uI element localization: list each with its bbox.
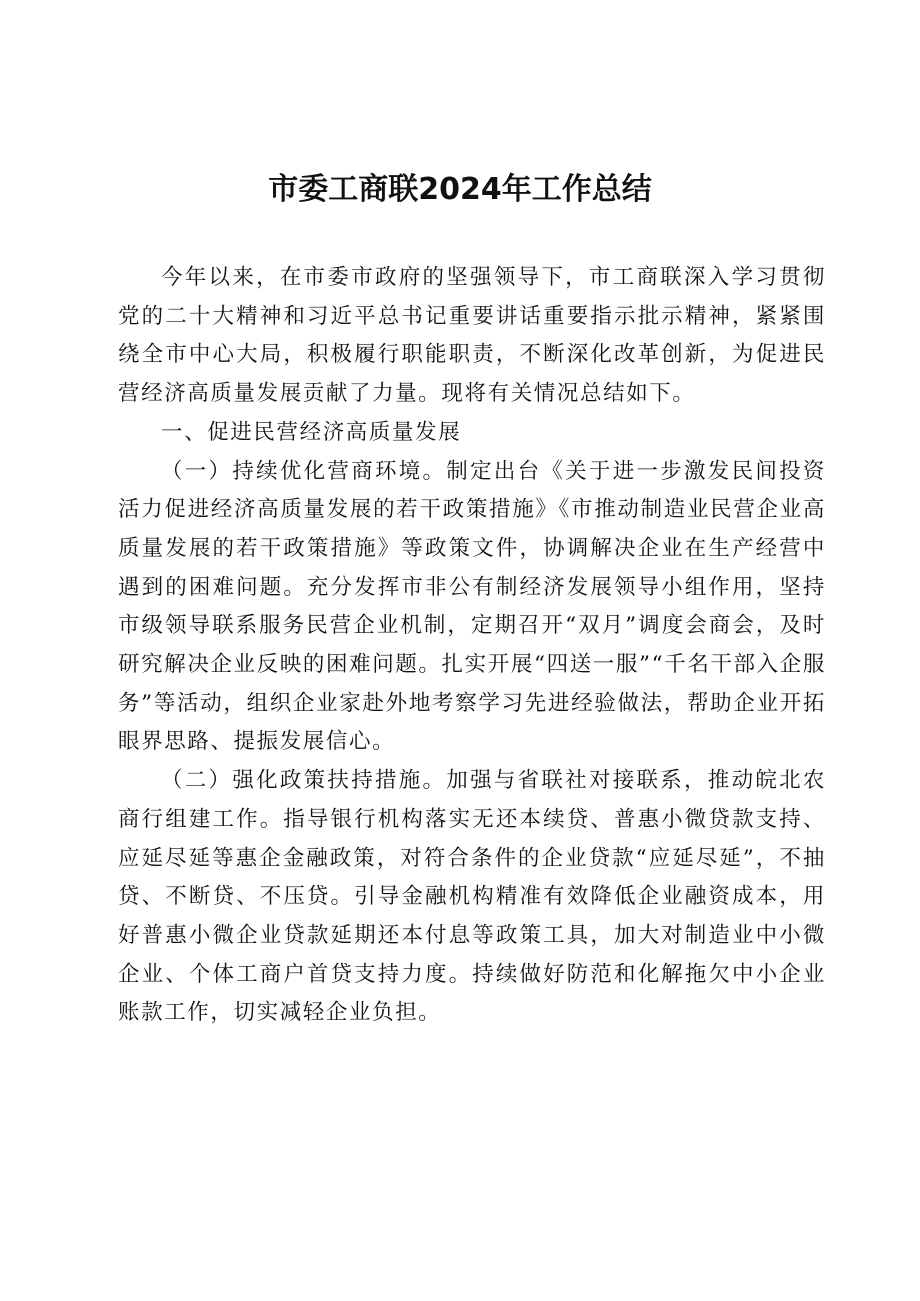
item-text-2: 加强与省联社对接联系，推动皖北农商行组建工作。指导银行机构落实无还本续贷、普惠小微贷款支持、应延尽延等惠企金融政策，对符合条件的企业贷款“应延尽延”，不抽贷、不断贷、不压贷。引导金融机构精准有效降低企业融资成本，用好普惠小微企业贷款延期还本付息等政策工具，加大对制造业中小微企业、个体工商户首贷支持力度。持续做好防范和化解拖欠中小企业账款工作，切实减轻企业负担。 — [118, 768, 827, 1026]
intro-paragraph: 今年以来，在市委市政府的坚强领导下，市工商联深入学习贯彻党的二十大精神和习近平总书记重要讲话重要指示批示精神，紧紧围绕全市中心大局，积极履行职能职责，不断深化改革创新，为促进民营经济高质量发展贡献了力量。现将有关情况总结如下。 — [118, 265, 826, 407]
item-lead-1: （一）持续优化营商环境。 — [161, 458, 447, 484]
document-title: 市委工商联2024年工作总结 — [268, 172, 652, 207]
section-item-2 — [118, 762, 826, 1033]
section-item-1 — [118, 453, 826, 763]
section-heading-1: 一、促进民营经济高质量发展 — [161, 419, 462, 445]
document-body — [118, 259, 826, 1033]
item-lead-2: （二）强化政策扶持措施。 — [161, 768, 447, 794]
item-text-1: 制定出台《关于进一步激发民间投资活力促进经济高质量发展的若干政策措施》《市推动制造业民营企业高质量发展的若干政策措施》等政策文件，协调解决企业在生产经营中遇到的困难问题。充分发挥市非公有制经济发展领导小组作用，坚持市级领导联系服务民营企业机制，定期召开“双月”调度会商会，及时研究解决企业反映的困难问题。扎实开展“四送一服”“千名干部入企服务”等活动，组织企业家赴外地考察学习先进经验做法，帮助企业开拓眼界思路、提振发展信心。 — [118, 458, 827, 755]
